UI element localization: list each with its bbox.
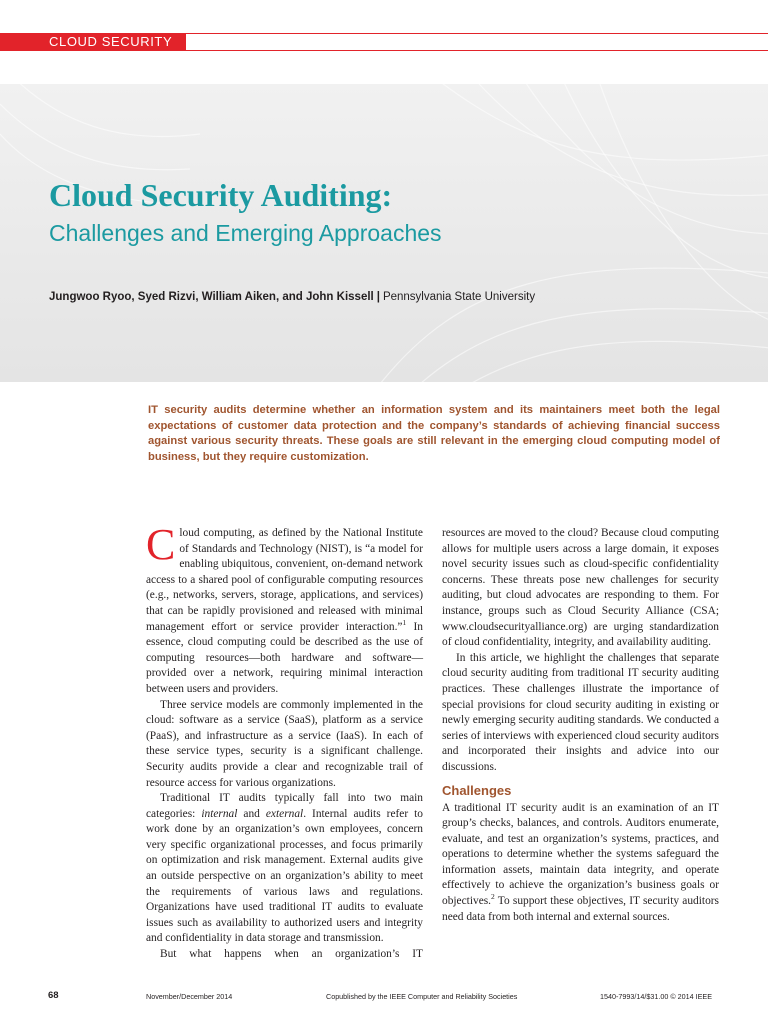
copublisher-line: Copublished by the IEEE Computer and Reliability Societies bbox=[326, 992, 518, 1001]
paragraph-service-models: Three service models are commonly implemented in the cloud: software as a service (SaaS), platform as a service (PaaS), and infrastructure as a service (IaaS). In each of these service types, security is a significant challenge. Security audits provide a clear and recognizable trail of resource access for various organizations. bbox=[146, 698, 423, 789]
term-external: external bbox=[265, 807, 304, 820]
paragraph-article-overview: In this article, we highlight the challenges that separate cloud security auditing from traditional IT security auditing practices. These challenges illustrate the importance of special provisions for cloud security auditing in existing or newly emerging security auditing standards. We conducted a series of interviews with experienced cloud security auditors and incorporated their insights and advice into our discussions. bbox=[442, 651, 719, 773]
author-names: Jungwoo Ryoo, Syed Rizvi, William Aiken, and John Kissell bbox=[49, 291, 374, 303]
paragraph-text: Traditional IT audits typically fall into two main categories: bbox=[146, 792, 423, 820]
body-column-right bbox=[442, 526, 719, 925]
section-rule-bottom bbox=[186, 50, 768, 51]
author-affiliation: Pennsylvania State University bbox=[382, 291, 536, 303]
section-label: CLOUD SECURITY bbox=[49, 34, 173, 49]
paragraph-text: A traditional IT security audit is an examination of an IT group’s checks, balances, and controls. Auditors enumerate, evaluate, and test an organization’s systems, practices, and operations to determine whether the systems safeguard the information assets, maintain data integrity, and operate effectively to achieve the organization’s business goals or objectives. bbox=[442, 801, 719, 908]
abstract: IT security audits determine whether an information system and its maintainers meet both the legal expectations of customer data protection and the company’s standards of achieving financial success against various security threats. These goals are still relevant in the emerging cloud computing model of business, but they require customization. bbox=[148, 404, 720, 463]
body-column-left bbox=[146, 520, 423, 963]
paragraph-intro-tail: In essence, cloud computing could be described as the use of computing resources—both hardware and software—provided over a network, requiring minimal interaction between users and providers. bbox=[146, 620, 423, 695]
reference-marker: 1 bbox=[402, 617, 407, 627]
paragraph-text: To support these objectives, IT security auditors need data from both internal and external sources. bbox=[442, 895, 719, 923]
paragraph-traditional-audits bbox=[146, 791, 423, 947]
paragraph-cloud-resources: resources are moved to the cloud? Because cloud computing allows for multiple users across a large domain, it exposes novel security issues such as cloud-specific confidentiality concerns. These threats pose new challenges for security auditing, but cloud advocates are responding to them. For instance, groups such as Cloud Security Alliance (CSA; www.cloudsecurityalliance.org) are urging standardization of cloud confidentiality, integrity, and availability auditing. bbox=[442, 527, 719, 649]
paragraph-text: and bbox=[237, 807, 266, 820]
article-title: Cloud Security Auditing: bbox=[49, 177, 393, 213]
section-tab bbox=[0, 33, 186, 51]
page-footer bbox=[0, 990, 768, 1004]
article-subtitle: Challenges and Emerging Approaches bbox=[49, 220, 442, 246]
term-internal: internal bbox=[201, 807, 238, 820]
paragraph-transition: But what happens when an organization’s IT bbox=[160, 948, 423, 961]
section-banner bbox=[0, 33, 768, 51]
section-heading-challenges: Challenges bbox=[442, 782, 512, 798]
paragraph-challenges bbox=[442, 801, 719, 926]
author-line bbox=[49, 290, 535, 304]
reference-marker: 2 bbox=[491, 892, 495, 902]
paragraph-text: . Internal audits refer to work done by an organization’s own employees, concern very specific organizational processes, and focus primarily on optimization and risk management. External audits give an outside perspective on an organization’s ability to meet the requirements of various laws and regulations. Organizations have used traditional IT audits to evaluate issues such as availability to authorized users and integrity and confidentiality in data storage and transmission. bbox=[146, 807, 423, 945]
section-rule-top bbox=[186, 33, 768, 34]
issue-date: November/December 2014 bbox=[146, 992, 233, 1001]
drop-cap: C bbox=[146, 520, 176, 569]
page-number: 68 bbox=[48, 990, 59, 1001]
author-separator: | bbox=[376, 291, 380, 303]
paragraph-intro-text: loud computing, as defined by the National Institute of Standards and Technology (NIST), is “a model for enabling ubiquitous, convenient, on-demand network access to a shared pool of configurable computing resources (e.g., networks, servers, storage, applications, and services) that can be rapidly provisioned and released with minimal management effort or service provider interaction.” bbox=[146, 527, 423, 633]
paragraph-intro bbox=[146, 520, 423, 698]
copyright-identifier: 1540-7993/14/$31.00 © 2014 IEEE bbox=[600, 992, 712, 1001]
